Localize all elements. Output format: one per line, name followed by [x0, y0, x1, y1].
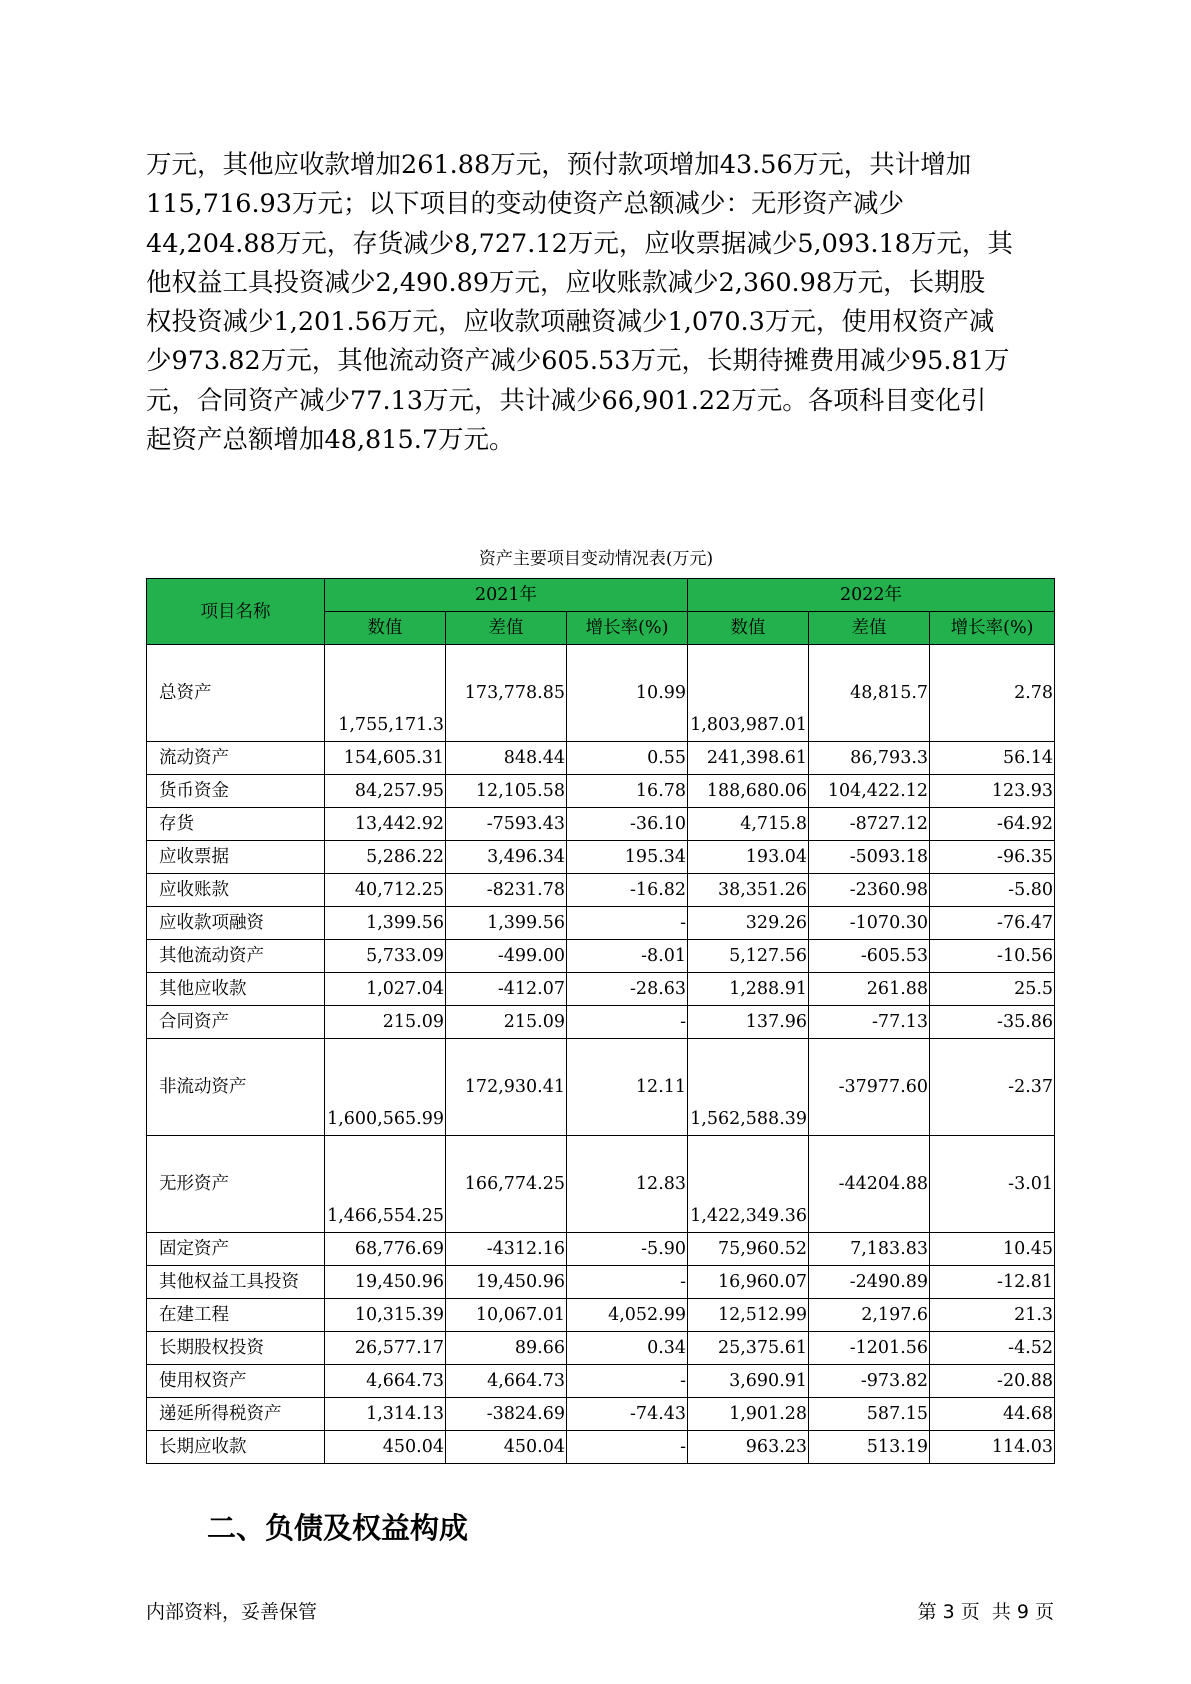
- cell-growth-2021: 16.78: [567, 775, 688, 808]
- cell-value-2021: 1,399.56: [325, 907, 446, 940]
- section-heading: 二、负债及权益构成: [207, 1511, 469, 1545]
- cell-growth-2022: -20.88: [930, 1365, 1055, 1398]
- row-item-name: 总资产: [147, 645, 325, 742]
- cell-value-2021: 5,733.09: [325, 940, 446, 973]
- table-row: [147, 808, 1055, 841]
- cell-diff-2022: -5093.18: [809, 841, 930, 874]
- cell-growth-2022: 44.68: [930, 1398, 1055, 1431]
- cell-value-2022: 12,512.99: [688, 1299, 809, 1332]
- cell-growth-2022: -5.80: [930, 874, 1055, 907]
- cell-growth-2021: -36.10: [567, 808, 688, 841]
- cell-value-2021: 10,315.39: [325, 1299, 446, 1332]
- cell-value-2021: 40,712.25: [325, 874, 446, 907]
- header-value-2021: 数值: [325, 612, 446, 645]
- row-item-name: 长期股权投资: [147, 1332, 325, 1365]
- table-row: [147, 1136, 1055, 1233]
- body-paragraph: [146, 146, 1046, 460]
- cell-value-2022: 1,901.28: [688, 1398, 809, 1431]
- header-growth-2021: 增长率(%): [567, 612, 688, 645]
- header-diff-2022: 差值: [809, 612, 930, 645]
- row-item-name: 其他应收款: [147, 973, 325, 1006]
- cell-diff-2021: 173,778.85: [446, 645, 567, 742]
- cell-value-2021: 1,314.13: [325, 1398, 446, 1431]
- cell-growth-2021: 0.55: [567, 742, 688, 775]
- cell-value-2021: 5,286.22: [325, 841, 446, 874]
- row-item-name: 无形资产: [147, 1136, 325, 1233]
- row-item-name: 合同资产: [147, 1006, 325, 1039]
- table-row: [147, 742, 1055, 775]
- cell-value-2021: 1,466,554.25: [325, 1136, 446, 1233]
- cell-value-2021: 19,450.96: [325, 1266, 446, 1299]
- row-item-name: 存货: [147, 808, 325, 841]
- cell-growth-2021: 12.11: [567, 1039, 688, 1136]
- header-year-2021: 2021年: [325, 579, 688, 612]
- cell-growth-2021: 10.99: [567, 645, 688, 742]
- cell-diff-2022: 86,793.3: [809, 742, 930, 775]
- cell-growth-2022: 21.3: [930, 1299, 1055, 1332]
- cell-value-2021: 450.04: [325, 1431, 446, 1464]
- cell-growth-2022: 123.93: [930, 775, 1055, 808]
- cell-diff-2021: 166,774.25: [446, 1136, 567, 1233]
- cell-diff-2022: -44204.88: [809, 1136, 930, 1233]
- cell-diff-2022: -1070.30: [809, 907, 930, 940]
- cell-diff-2021: 10,067.01: [446, 1299, 567, 1332]
- cell-value-2022: 1,422,349.36: [688, 1136, 809, 1233]
- paragraph-line: 44,204.88万元，存货减少8,727.12万元，应收票据减少5,093.18万元，其: [146, 228, 1013, 259]
- cell-value-2021: 1,600,565.99: [325, 1039, 446, 1136]
- cell-diff-2022: 7,183.83: [809, 1233, 930, 1266]
- cell-diff-2021: 848.44: [446, 742, 567, 775]
- cell-growth-2021: -8.01: [567, 940, 688, 973]
- cell-value-2022: 329.26: [688, 907, 809, 940]
- table-row: [147, 1266, 1055, 1299]
- cell-growth-2021: -: [567, 1365, 688, 1398]
- cell-diff-2021: 172,930.41: [446, 1039, 567, 1136]
- cell-growth-2022: 25.5: [930, 973, 1055, 1006]
- cell-growth-2021: -74.43: [567, 1398, 688, 1431]
- row-item-name: 非流动资产: [147, 1039, 325, 1136]
- cell-diff-2021: 12,105.58: [446, 775, 567, 808]
- cell-value-2021: 215.09: [325, 1006, 446, 1039]
- cell-growth-2021: -: [567, 907, 688, 940]
- row-item-name: 货币资金: [147, 775, 325, 808]
- paragraph-line: 他权益工具投资减少2,490.89万元，应收账款减少2,360.98万元，长期股: [146, 267, 986, 298]
- cell-growth-2022: -2.37: [930, 1039, 1055, 1136]
- cell-growth-2022: 114.03: [930, 1431, 1055, 1464]
- row-item-name: 递延所得税资产: [147, 1398, 325, 1431]
- cell-growth-2021: -: [567, 1006, 688, 1039]
- cell-growth-2021: -16.82: [567, 874, 688, 907]
- cell-value-2022: 3,690.91: [688, 1365, 809, 1398]
- paragraph-line: 起资产总额增加48,815.7万元。: [146, 425, 515, 456]
- cell-diff-2021: 450.04: [446, 1431, 567, 1464]
- cell-growth-2021: 195.34: [567, 841, 688, 874]
- cell-value-2021: 84,257.95: [325, 775, 446, 808]
- row-item-name: 固定资产: [147, 1233, 325, 1266]
- cell-growth-2022: -35.86: [930, 1006, 1055, 1039]
- row-item-name: 应收款项融资: [147, 907, 325, 940]
- table-row: [147, 1006, 1055, 1039]
- row-item-name: 使用权资产: [147, 1365, 325, 1398]
- table-row: [147, 874, 1055, 907]
- row-item-name: 应收票据: [147, 841, 325, 874]
- cell-growth-2021: -5.90: [567, 1233, 688, 1266]
- cell-growth-2021: 12.83: [567, 1136, 688, 1233]
- cell-diff-2022: -973.82: [809, 1365, 930, 1398]
- cell-diff-2021: 89.66: [446, 1332, 567, 1365]
- cell-value-2021: 68,776.69: [325, 1233, 446, 1266]
- cell-diff-2021: 215.09: [446, 1006, 567, 1039]
- cell-diff-2022: 261.88: [809, 973, 930, 1006]
- table-header: [147, 579, 1055, 645]
- cell-growth-2022: 2.78: [930, 645, 1055, 742]
- cell-value-2022: 38,351.26: [688, 874, 809, 907]
- cell-diff-2021: -412.07: [446, 973, 567, 1006]
- cell-diff-2021: 1,399.56: [446, 907, 567, 940]
- table-body: [147, 645, 1055, 1464]
- table-row: [147, 1398, 1055, 1431]
- header-growth-2022: 增长率(%): [930, 612, 1055, 645]
- cell-value-2021: 1,027.04: [325, 973, 446, 1006]
- cell-diff-2021: -499.00: [446, 940, 567, 973]
- cell-value-2022: 137.96: [688, 1006, 809, 1039]
- table-row: [147, 775, 1055, 808]
- table-row: [147, 1365, 1055, 1398]
- paragraph-line: 元，合同资产减少77.13万元，共计减少66,901.22万元。各项科目变化引: [146, 385, 987, 416]
- cell-diff-2022: 513.19: [809, 1431, 930, 1464]
- footer-confidential-note: 内部资料，妥善保管: [146, 1601, 318, 1623]
- cell-growth-2022: -76.47: [930, 907, 1055, 940]
- cell-growth-2021: -: [567, 1431, 688, 1464]
- cell-value-2022: 193.04: [688, 841, 809, 874]
- cell-growth-2022: -12.81: [930, 1266, 1055, 1299]
- table-caption: 资产主要项目变动情况表(万元): [478, 549, 714, 569]
- cell-diff-2021: -3824.69: [446, 1398, 567, 1431]
- cell-diff-2022: -2490.89: [809, 1266, 930, 1299]
- cell-diff-2022: -37977.60: [809, 1039, 930, 1136]
- cell-diff-2022: -2360.98: [809, 874, 930, 907]
- table-row: [147, 1039, 1055, 1136]
- cell-diff-2022: 48,815.7: [809, 645, 930, 742]
- cell-growth-2021: 4,052.99: [567, 1299, 688, 1332]
- row-item-name: 流动资产: [147, 742, 325, 775]
- cell-value-2022: 16,960.07: [688, 1266, 809, 1299]
- cell-value-2022: 1,803,987.01: [688, 645, 809, 742]
- paragraph-line: 少973.82万元，其他流动资产减少605.53万元，长期待摊费用减少95.81万: [146, 346, 1010, 377]
- cell-value-2022: 1,562,588.39: [688, 1039, 809, 1136]
- cell-value-2022: 75,960.52: [688, 1233, 809, 1266]
- cell-diff-2021: 19,450.96: [446, 1266, 567, 1299]
- cell-diff-2022: -1201.56: [809, 1332, 930, 1365]
- table-row: [147, 907, 1055, 940]
- cell-value-2022: 5,127.56: [688, 940, 809, 973]
- cell-value-2022: 188,680.06: [688, 775, 809, 808]
- cell-value-2021: 154,605.31: [325, 742, 446, 775]
- cell-diff-2022: 2,197.6: [809, 1299, 930, 1332]
- table-row: [147, 973, 1055, 1006]
- paragraph-line: 115,716.93万元；以下项目的变动使资产总额减少：无形资产减少: [146, 189, 905, 220]
- cell-growth-2022: 56.14: [930, 742, 1055, 775]
- cell-diff-2022: 587.15: [809, 1398, 930, 1431]
- row-item-name: 长期应收款: [147, 1431, 325, 1464]
- table-row: [147, 1299, 1055, 1332]
- cell-growth-2022: 10.45: [930, 1233, 1055, 1266]
- cell-value-2021: 26,577.17: [325, 1332, 446, 1365]
- cell-growth-2021: -: [567, 1266, 688, 1299]
- asset-change-table: [146, 578, 1055, 1464]
- cell-diff-2021: 4,664.73: [446, 1365, 567, 1398]
- cell-value-2021: 1,755,171.3: [325, 645, 446, 742]
- header-diff-2021: 差值: [446, 612, 567, 645]
- cell-value-2022: 241,398.61: [688, 742, 809, 775]
- cell-diff-2022: -605.53: [809, 940, 930, 973]
- cell-growth-2022: -96.35: [930, 841, 1055, 874]
- table-row: [147, 841, 1055, 874]
- paragraph-line: 权投资减少1,201.56万元，应收款项融资减少1,070.3万元，使用权资产减: [146, 307, 995, 338]
- table-row: [147, 1431, 1055, 1464]
- table-row: [147, 645, 1055, 742]
- cell-value-2021: 4,664.73: [325, 1365, 446, 1398]
- cell-growth-2021: -28.63: [567, 973, 688, 1006]
- table-row: [147, 940, 1055, 973]
- footer-page-number: 第 3 页 共 9 页: [917, 1601, 1054, 1623]
- cell-value-2021: 13,442.92: [325, 808, 446, 841]
- cell-diff-2021: -7593.43: [446, 808, 567, 841]
- header-item-name: 项目名称: [147, 579, 325, 645]
- row-item-name: 在建工程: [147, 1299, 325, 1332]
- cell-diff-2022: -77.13: [809, 1006, 930, 1039]
- table-row: [147, 1332, 1055, 1365]
- cell-growth-2021: 0.34: [567, 1332, 688, 1365]
- cell-growth-2022: -64.92: [930, 808, 1055, 841]
- cell-diff-2021: -4312.16: [446, 1233, 567, 1266]
- row-item-name: 其他流动资产: [147, 940, 325, 973]
- row-item-name: 应收账款: [147, 874, 325, 907]
- cell-value-2022: 963.23: [688, 1431, 809, 1464]
- cell-value-2022: 1,288.91: [688, 973, 809, 1006]
- cell-value-2022: 4,715.8: [688, 808, 809, 841]
- row-item-name: 其他权益工具投资: [147, 1266, 325, 1299]
- cell-diff-2021: 3,496.34: [446, 841, 567, 874]
- header-value-2022: 数值: [688, 612, 809, 645]
- cell-growth-2022: -3.01: [930, 1136, 1055, 1233]
- cell-diff-2021: -8231.78: [446, 874, 567, 907]
- header-year-2022: 2022年: [688, 579, 1055, 612]
- table-row: [147, 1233, 1055, 1266]
- cell-growth-2022: -10.56: [930, 940, 1055, 973]
- cell-diff-2022: 104,422.12: [809, 775, 930, 808]
- cell-diff-2022: -8727.12: [809, 808, 930, 841]
- paragraph-line: 万元，其他应收款增加261.88万元，预付款项增加43.56万元，共计增加: [146, 150, 972, 180]
- cell-value-2022: 25,375.61: [688, 1332, 809, 1365]
- cell-growth-2022: -4.52: [930, 1332, 1055, 1365]
